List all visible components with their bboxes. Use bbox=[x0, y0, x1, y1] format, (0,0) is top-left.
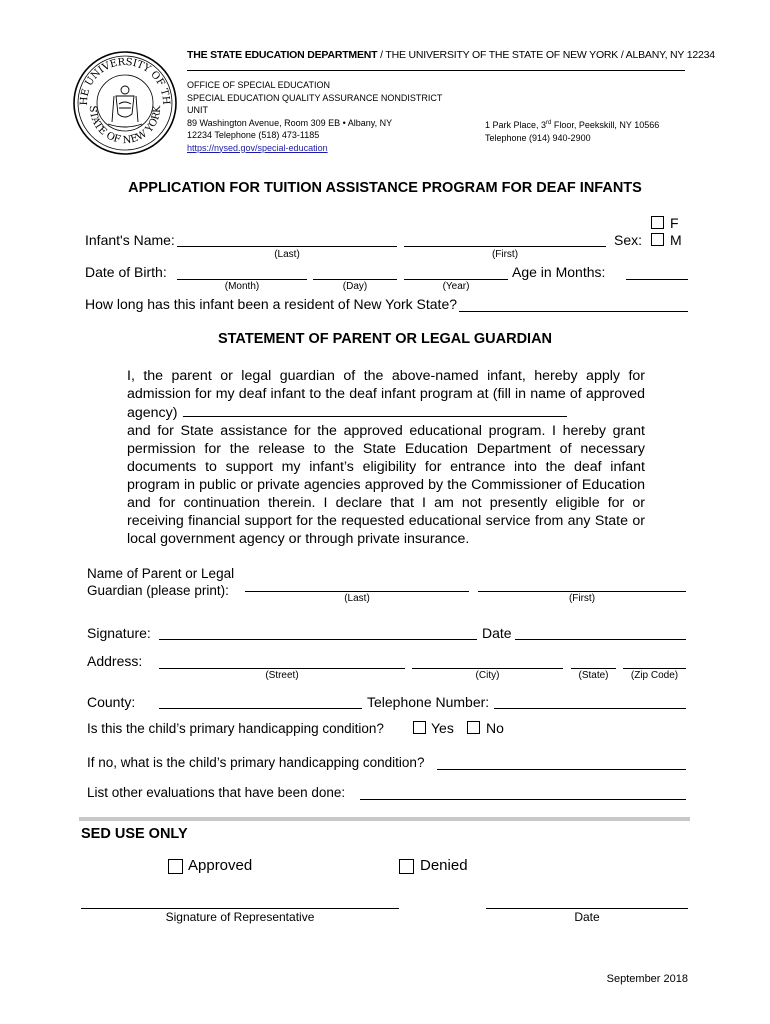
guardian-first-caption: (First) bbox=[568, 593, 596, 604]
denied-checkbox[interactable] bbox=[399, 859, 414, 874]
dob-month-caption: (Month) bbox=[224, 281, 260, 292]
dob-day-field[interactable] bbox=[313, 279, 397, 280]
age-months-label: Age in Months: bbox=[512, 264, 606, 280]
office-line-2: SPECIAL EDUCATION QUALITY ASSURANCE NONDISTRICT bbox=[187, 92, 443, 103]
evaluations-field[interactable] bbox=[360, 799, 686, 800]
form-title: APPLICATION FOR TUITION ASSISTANCE PROGRAM FOR DEAF INFANTS bbox=[128, 180, 642, 196]
office-line-1: OFFICE OF SPECIAL EDUCATION bbox=[187, 80, 331, 90]
address-left-1: 89 Washington Avenue, Room 309 EB • Albany, NY bbox=[187, 117, 393, 128]
rep-date-field[interactable] bbox=[486, 908, 688, 909]
statement-part-1: I, the parent or legal guardian of the above-named infant, hereby apply for admission for my deaf infant to the deaf infant program at (fill in name of approved agency) bbox=[127, 368, 645, 421]
signature-field[interactable] bbox=[159, 639, 477, 640]
dob-day-caption: (Day) bbox=[342, 281, 368, 292]
address-right-2: Telephone (914) 940-2900 bbox=[485, 132, 591, 143]
no-label: No bbox=[486, 720, 504, 736]
infant-last-name-field[interactable] bbox=[177, 246, 397, 247]
yes-checkbox[interactable] bbox=[413, 721, 426, 734]
yes-label: Yes bbox=[431, 720, 454, 736]
telephone-label: Telephone Number: bbox=[367, 694, 490, 710]
footer-date: September 2018 bbox=[606, 973, 688, 985]
infant-first-name-field[interactable] bbox=[404, 246, 606, 247]
statement-heading: STATEMENT OF PARENT OR LEGAL GUARDIAN bbox=[217, 331, 553, 347]
guardian-name-label-1: Name of Parent or Legal bbox=[87, 566, 235, 581]
if-no-label: If no, what is the child’s primary handicapping condition? bbox=[87, 755, 425, 770]
approved-agency-field[interactable] bbox=[183, 403, 567, 417]
department-name: THE STATE EDUCATION DEPARTMENT bbox=[187, 49, 378, 61]
state-seal bbox=[72, 50, 178, 156]
infant-first-caption: (First) bbox=[491, 249, 519, 260]
zip-caption: (Zip Code) bbox=[630, 670, 679, 681]
statement-part-2: and for State assistance for the approved educational program. I hereby grant permission for the release to the State Education Department of necessary documents to support my infant’s eligibility for entrance into the deaf infant program in public or private agencies approved by the Commissioner of Education and for continuation therein. I declare that I am not presently eligible for or receiving financial support for the requested educational service from any State or local government agency or through private insurance. bbox=[127, 423, 645, 547]
sed-divider bbox=[79, 817, 690, 821]
rep-signature-caption: Signature of Representative bbox=[165, 910, 315, 924]
evaluations-label: List other evaluations that have been done: bbox=[87, 785, 346, 800]
dob-year-caption: (Year) bbox=[442, 281, 470, 292]
sed-heading: SED USE ONLY bbox=[81, 826, 188, 842]
address-right-block bbox=[485, 117, 659, 144]
city-field[interactable] bbox=[412, 668, 563, 669]
guardian-name-label-2: Guardian (please print): bbox=[87, 583, 229, 598]
primary-condition-question: Is this the child’s primary handicapping condition? bbox=[87, 721, 384, 736]
residency-field[interactable] bbox=[459, 311, 688, 312]
statement-paragraph bbox=[127, 367, 645, 548]
address-right-1: 1 Park Place, 3rd Floor, Peekskill, NY 10566 bbox=[485, 120, 660, 130]
dob-month-field[interactable] bbox=[177, 279, 307, 280]
infant-name-label: Infant's Name: bbox=[85, 232, 175, 248]
address-label: Address: bbox=[87, 653, 143, 669]
website-link[interactable]: https://nysed.gov/special-education bbox=[187, 142, 328, 153]
county-field[interactable] bbox=[159, 708, 362, 709]
street-field[interactable] bbox=[159, 668, 405, 669]
sex-m-label: M bbox=[670, 232, 682, 248]
seal-text-bottom: STATE OF NEW YORK bbox=[86, 105, 164, 147]
department-line bbox=[187, 49, 715, 61]
header-rule bbox=[187, 70, 685, 71]
zip-field[interactable] bbox=[623, 668, 686, 669]
guardian-last-caption: (Last) bbox=[344, 593, 370, 604]
guardian-last-name-field[interactable] bbox=[245, 591, 469, 592]
no-checkbox[interactable] bbox=[467, 721, 480, 734]
telephone-field[interactable] bbox=[494, 708, 686, 709]
if-no-field[interactable] bbox=[437, 769, 686, 770]
age-months-field[interactable] bbox=[626, 279, 688, 280]
signature-date-field[interactable] bbox=[515, 639, 686, 640]
state-field[interactable] bbox=[571, 668, 616, 669]
department-rest: / THE UNIVERSITY OF THE STATE OF NEW YORK / ALBANY, NY 12234 bbox=[377, 49, 715, 61]
signature-date-label: Date bbox=[482, 625, 512, 641]
county-label: County: bbox=[87, 694, 136, 710]
address-left-2: 12234 Telephone (518) 473-1185 bbox=[187, 130, 320, 140]
sex-f-checkbox[interactable] bbox=[651, 216, 664, 229]
infant-last-caption: (Last) bbox=[274, 249, 300, 260]
guardian-first-name-field[interactable] bbox=[478, 591, 686, 592]
dob-year-field[interactable] bbox=[404, 279, 508, 280]
office-block bbox=[187, 79, 442, 154]
rep-signature-field[interactable] bbox=[81, 908, 399, 909]
approved-checkbox[interactable] bbox=[168, 859, 183, 874]
sex-f-label: F bbox=[670, 215, 679, 231]
denied-label: Denied bbox=[420, 857, 468, 874]
approved-label: Approved bbox=[188, 857, 253, 874]
office-line-3: UNIT bbox=[187, 105, 208, 115]
rep-date-caption: Date bbox=[574, 910, 600, 924]
signature-label: Signature: bbox=[87, 625, 151, 641]
sex-m-checkbox[interactable] bbox=[651, 233, 664, 246]
residency-label: How long has this infant been a resident of New York State? bbox=[85, 296, 458, 312]
state-caption: (State) bbox=[578, 670, 609, 681]
seal-text-top: HE UNIVERSITY OF TH bbox=[78, 56, 172, 106]
street-caption: (Street) bbox=[265, 670, 299, 681]
city-caption: (City) bbox=[475, 670, 500, 681]
dob-label: Date of Birth: bbox=[85, 264, 167, 280]
sex-label: Sex: bbox=[614, 232, 643, 248]
